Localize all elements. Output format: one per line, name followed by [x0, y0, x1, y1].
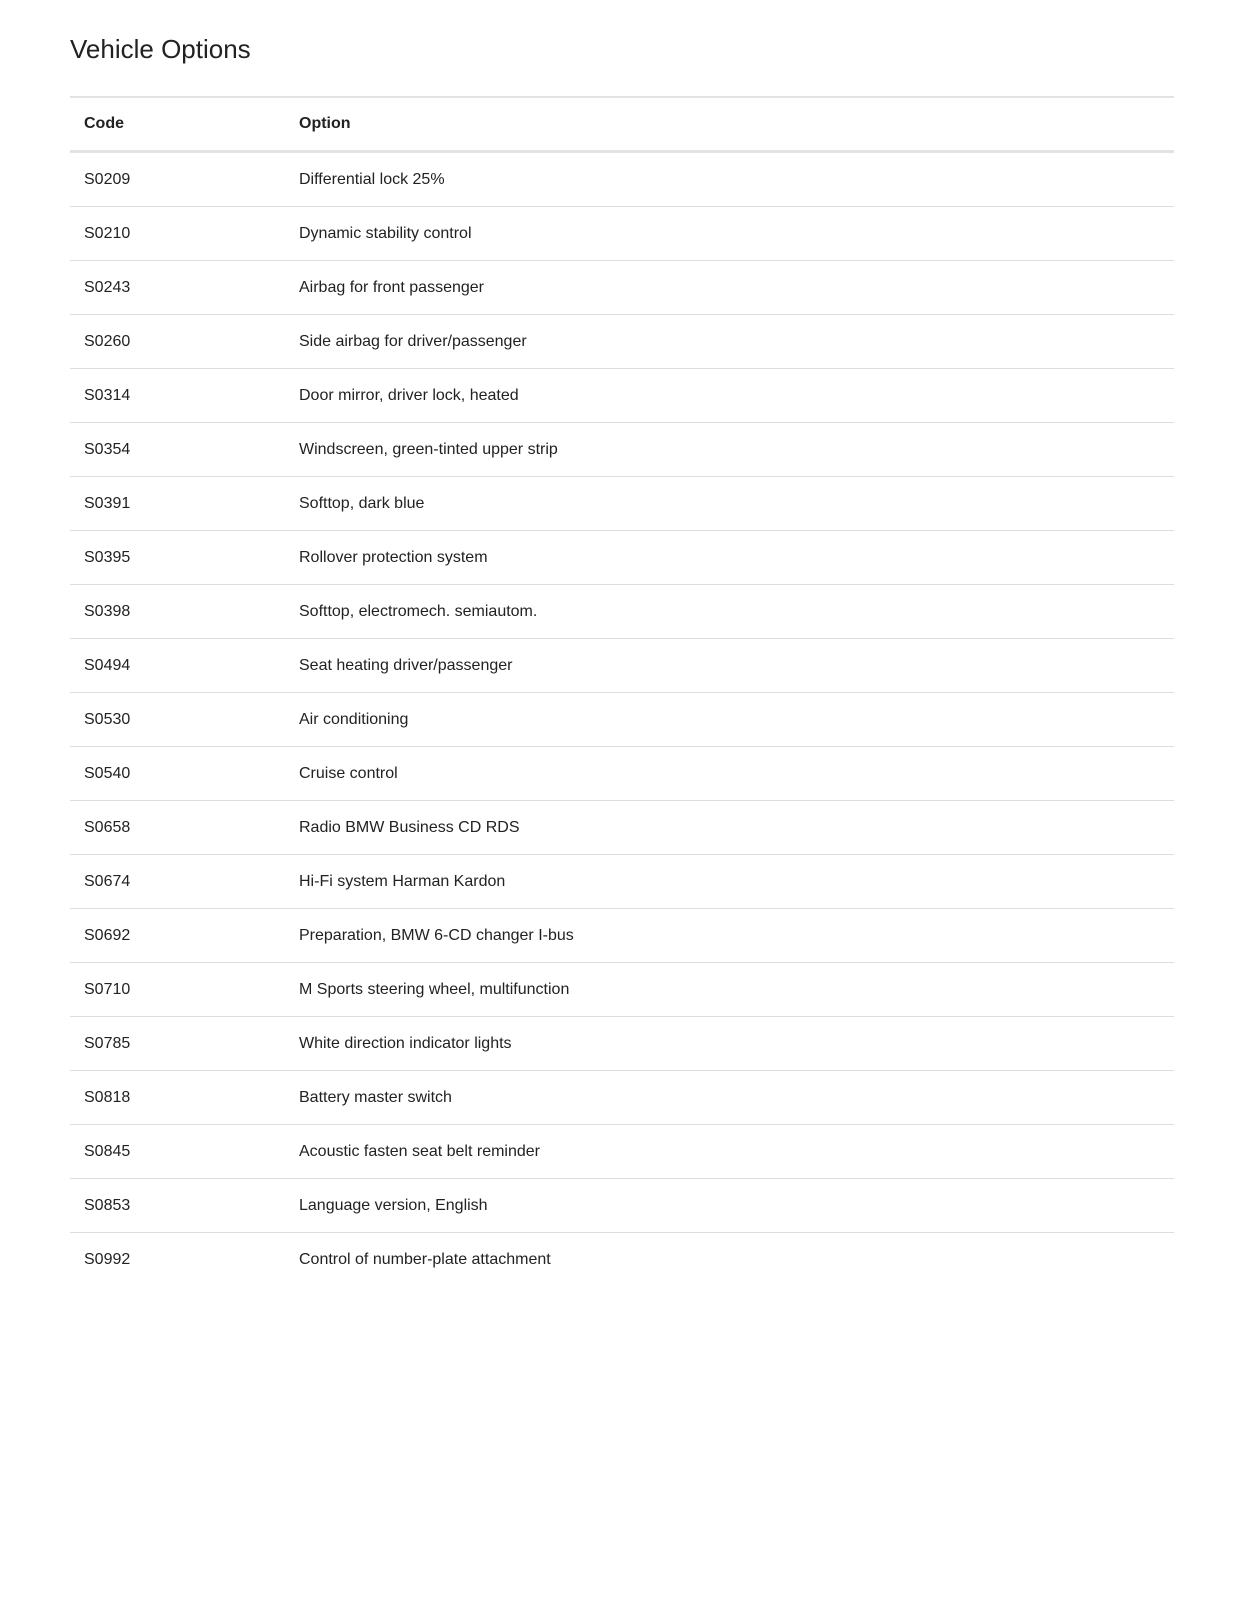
option-code-cell: S0540 — [70, 747, 285, 801]
table-row — [70, 801, 1174, 855]
table-row — [70, 261, 1174, 315]
option-description-cell: Side airbag for driver/passenger — [285, 315, 1174, 369]
option-description-cell: Door mirror, driver lock, heated — [285, 369, 1174, 423]
option-description-cell: Battery master switch — [285, 1071, 1174, 1125]
table-row — [70, 1071, 1174, 1125]
option-code-cell: S0494 — [70, 639, 285, 693]
table-row — [70, 639, 1174, 693]
table-row — [70, 423, 1174, 477]
option-description-cell: Softtop, dark blue — [285, 477, 1174, 531]
option-code-cell: S0710 — [70, 963, 285, 1017]
option-description-cell: White direction indicator lights — [285, 1017, 1174, 1071]
page — [70, 0, 1174, 1286]
option-code-cell: S0209 — [70, 152, 285, 207]
table-row — [70, 477, 1174, 531]
option-description-cell: Preparation, BMW 6-CD changer I-bus — [285, 909, 1174, 963]
option-description-cell: Control of number-plate attachment — [299, 1250, 551, 1268]
table-row — [70, 855, 1174, 909]
option-description-cell: Softtop, electromech. semiautom. — [285, 585, 1174, 639]
table-row — [70, 207, 1174, 261]
table-row — [70, 909, 1174, 963]
option-description-cell: Acoustic fasten seat belt reminder — [285, 1125, 1174, 1179]
option-description-cell: Airbag for front passenger — [285, 261, 1174, 315]
option-description-cell: Radio BMW Business CD RDS — [285, 801, 1174, 855]
option-code-cell: S0692 — [70, 909, 285, 963]
table-row — [70, 1179, 1174, 1233]
table-row — [70, 369, 1174, 423]
table-row — [70, 747, 1174, 801]
option-description-cell: M Sports steering wheel, multifunction — [285, 963, 1174, 1017]
option-description-cell: Language version, English — [285, 1179, 1174, 1233]
column-header-option: Option — [285, 97, 1174, 152]
option-description-cell: Air conditioning — [285, 693, 1174, 747]
option-code-cell: S0354 — [70, 423, 285, 477]
option-code-cell: S0391 — [70, 477, 285, 531]
table-row — [70, 963, 1174, 1017]
option-code-cell: S0210 — [70, 207, 285, 261]
table-row — [70, 531, 1174, 585]
option-code-cell: S0845 — [70, 1125, 285, 1179]
option-code-cell: S0395 — [70, 531, 285, 585]
option-code-cell: S0243 — [70, 261, 285, 315]
option-description-cell: Seat heating driver/passenger — [285, 639, 1174, 693]
option-code-cell: S0818 — [70, 1071, 285, 1125]
table-body — [70, 152, 1174, 1287]
option-code-cell: S0260 — [70, 315, 285, 369]
option-description-cell: Hi-Fi system Harman Kardon — [285, 855, 1174, 909]
table-row — [70, 1233, 1174, 1287]
table-row — [70, 585, 1174, 639]
option-code-cell: S0674 — [70, 855, 285, 909]
table-row — [70, 315, 1174, 369]
option-description-cell: Dynamic stability control — [285, 207, 1174, 261]
vehicle-options-table — [70, 96, 1174, 1286]
table-row — [70, 1017, 1174, 1071]
option-code-cell: S0992 — [84, 1250, 131, 1268]
page-title: Vehicle Options — [70, 34, 251, 64]
option-description-cell: Differential lock 25% — [285, 152, 1174, 207]
option-description-cell: Cruise control — [285, 747, 1174, 801]
table-row — [70, 1125, 1174, 1179]
option-description-cell: Rollover protection system — [285, 531, 1174, 585]
table-row — [70, 693, 1174, 747]
option-code-cell: S0530 — [70, 693, 285, 747]
option-code-cell: S0853 — [70, 1179, 285, 1233]
option-code-cell: S0785 — [70, 1017, 285, 1071]
option-code-cell: S0658 — [70, 801, 285, 855]
table-header-row — [70, 97, 1174, 152]
column-header-code: Code — [70, 97, 285, 152]
table-row — [70, 152, 1174, 207]
option-description-cell: Windscreen, green-tinted upper strip — [285, 423, 1174, 477]
option-code-cell: S0398 — [70, 585, 285, 639]
option-code-cell: S0314 — [70, 369, 285, 423]
